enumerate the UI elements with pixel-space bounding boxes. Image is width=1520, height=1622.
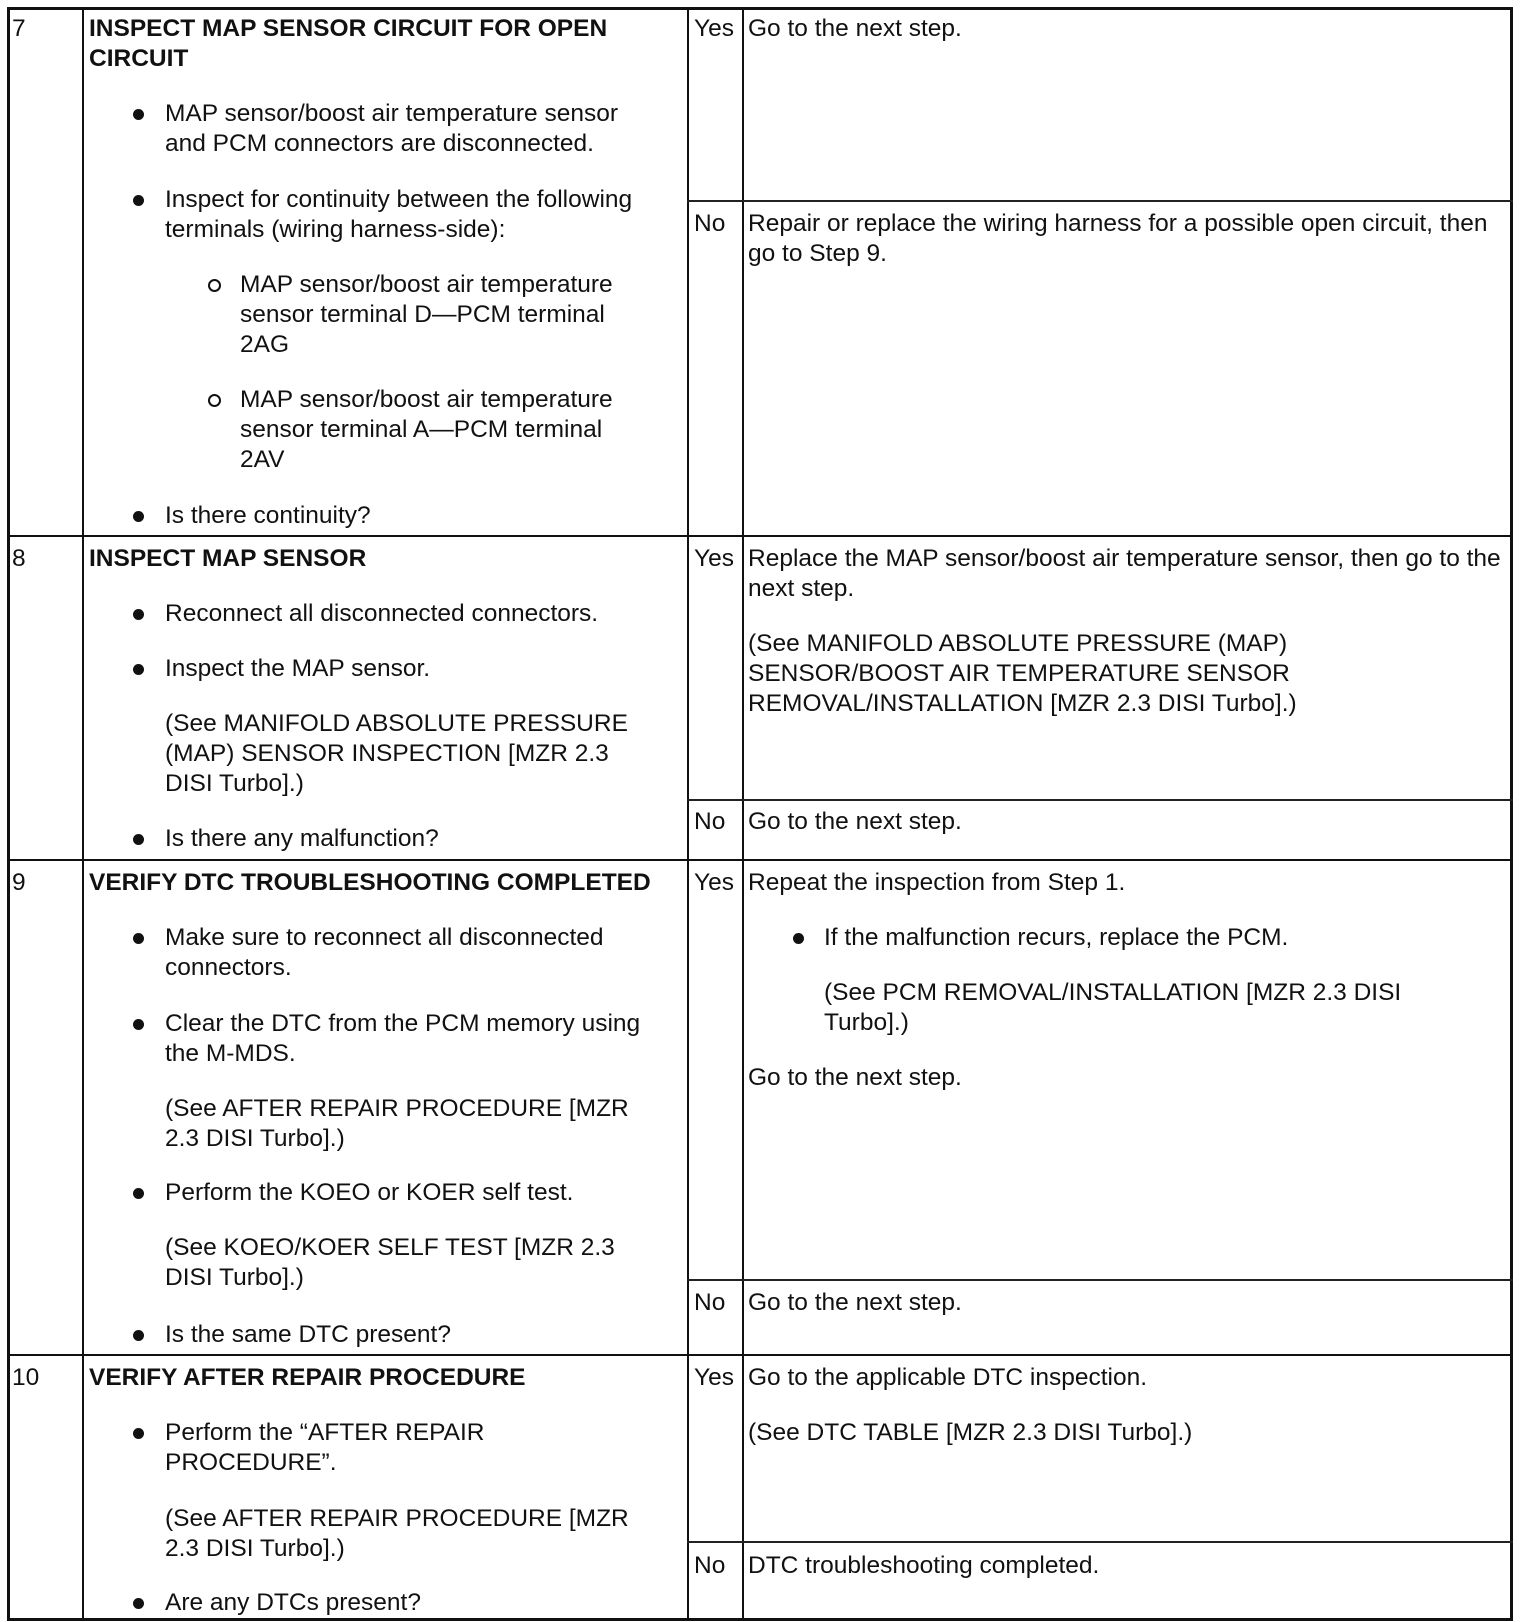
bullet-icon xyxy=(133,1428,144,1439)
bullet-icon xyxy=(133,195,144,206)
no-label: No xyxy=(694,1289,726,1316)
step-title: INSPECT MAP SENSOR CIRCUIT FOR OPEN CIRCUIT xyxy=(89,15,608,72)
procedure-item: Perform the KOEO or KOER self test. xyxy=(165,1179,574,1206)
bullet-icon xyxy=(133,109,144,120)
yes-label: Yes xyxy=(694,545,734,572)
row-divider-9-10 xyxy=(7,1354,1513,1356)
procedure-item: Inspect for continuity between the following terminals (wiring harness-side): xyxy=(165,186,633,243)
yes-no-divider-8 xyxy=(687,799,1513,801)
procedure-question: Is the same DTC present? xyxy=(165,1321,451,1348)
sub-bullet-icon xyxy=(208,394,221,407)
yes-result: Go to the applicable DTC inspection. xyxy=(748,1364,1148,1391)
row-divider-7-8 xyxy=(7,535,1513,537)
procedure-item: Make sure to reconnect all disconnected connectors. xyxy=(165,924,604,981)
procedure-item: Perform the “AFTER REPAIR PROCEDURE”. xyxy=(165,1419,485,1476)
no-result: DTC troubleshooting completed. xyxy=(748,1552,1100,1579)
procedure-subitem: MAP sensor/boost air temperature sensor terminal D—PCM terminal 2AG xyxy=(240,271,613,358)
no-result: Repair or replace the wiring harness for a possible open circuit, then go to Step 9. xyxy=(748,210,1488,267)
step-number: 8 xyxy=(12,545,26,572)
procedure-item: Reconnect all disconnected connectors. xyxy=(165,600,599,627)
col-divider-answer xyxy=(742,7,744,1621)
bullet-icon xyxy=(133,511,144,522)
procedure-note: (See MANIFOLD ABSOLUTE PRESSURE (MAP) SENSOR INSPECTION [MZR 2.3 DISI Turbo].) xyxy=(165,710,628,797)
no-label: No xyxy=(694,210,726,237)
yes-result-note: (See PCM REMOVAL/INSTALLATION [MZR 2.3 DISI Turbo].) xyxy=(824,979,1402,1036)
procedure-subitem: MAP sensor/boost air temperature sensor terminal A—PCM terminal 2AV xyxy=(240,386,613,473)
yes-result-item: If the malfunction recurs, replace the PCM. xyxy=(824,924,1289,951)
step-title: VERIFY AFTER REPAIR PROCEDURE xyxy=(89,1364,526,1391)
yes-result-note: (See DTC TABLE [MZR 2.3 DISI Turbo].) xyxy=(748,1419,1193,1446)
sub-bullet-icon xyxy=(208,279,221,292)
step-number: 9 xyxy=(12,869,26,896)
no-label: No xyxy=(694,1552,726,1579)
col-divider-step xyxy=(82,7,84,1621)
no-label: No xyxy=(694,808,726,835)
procedure-note: (See AFTER REPAIR PROCEDURE [MZR 2.3 DISI Turbo].) xyxy=(165,1095,629,1152)
step-title: INSPECT MAP SENSOR xyxy=(89,545,367,572)
yes-no-divider-9 xyxy=(687,1279,1513,1281)
procedure-item: Clear the DTC from the PCM memory using the M-MDS. xyxy=(165,1010,641,1067)
bullet-icon xyxy=(133,609,144,620)
procedure-note: (See KOEO/KOER SELF TEST [MZR 2.3 DISI Turbo].) xyxy=(165,1234,615,1291)
bullet-icon xyxy=(133,834,144,845)
procedure-question: Is there continuity? xyxy=(165,502,371,529)
procedure-note: (See AFTER REPAIR PROCEDURE [MZR 2.3 DISI Turbo].) xyxy=(165,1505,629,1562)
procedure-item: Inspect the MAP sensor. xyxy=(165,655,431,682)
yes-no-divider-7 xyxy=(687,200,1513,202)
bullet-icon xyxy=(133,1330,144,1341)
bullet-icon xyxy=(133,1598,144,1609)
no-result: Go to the next step. xyxy=(748,808,962,835)
procedure-question: Is there any malfunction? xyxy=(165,825,439,852)
bullet-icon xyxy=(133,1188,144,1199)
yes-result: Repeat the inspection from Step 1. xyxy=(748,869,1126,896)
bullet-icon xyxy=(793,933,804,944)
yes-result: Go to the next step. xyxy=(748,15,962,42)
yes-label: Yes xyxy=(694,1364,734,1391)
row-divider-8-9 xyxy=(7,859,1513,861)
no-result: Go to the next step. xyxy=(748,1289,962,1316)
bullet-icon xyxy=(133,933,144,944)
bullet-icon xyxy=(133,664,144,675)
yes-result-note: (See MANIFOLD ABSOLUTE PRESSURE (MAP) SENSOR/BOOST AIR TEMPERATURE SENSOR REMOVAL/INSTALLATION [MZR 2.3 DISI Turbo].) xyxy=(748,630,1297,717)
bullet-icon xyxy=(133,1019,144,1030)
yes-result-next: Go to the next step. xyxy=(748,1064,962,1091)
procedure-question: Are any DTCs present? xyxy=(165,1589,421,1616)
yes-label: Yes xyxy=(694,869,734,896)
procedure-item: MAP sensor/boost air temperature sensor and PCM connectors are disconnected. xyxy=(165,100,619,157)
yes-no-divider-10 xyxy=(687,1541,1513,1543)
yes-result: Replace the MAP sensor/boost air temperature sensor, then go to the next step. xyxy=(748,545,1501,602)
step-number: 10 xyxy=(12,1364,40,1391)
col-divider-procedure xyxy=(687,7,689,1621)
yes-label: Yes xyxy=(694,15,734,42)
step-number: 7 xyxy=(12,15,26,42)
step-title: VERIFY DTC TROUBLESHOOTING COMPLETED xyxy=(89,869,651,896)
